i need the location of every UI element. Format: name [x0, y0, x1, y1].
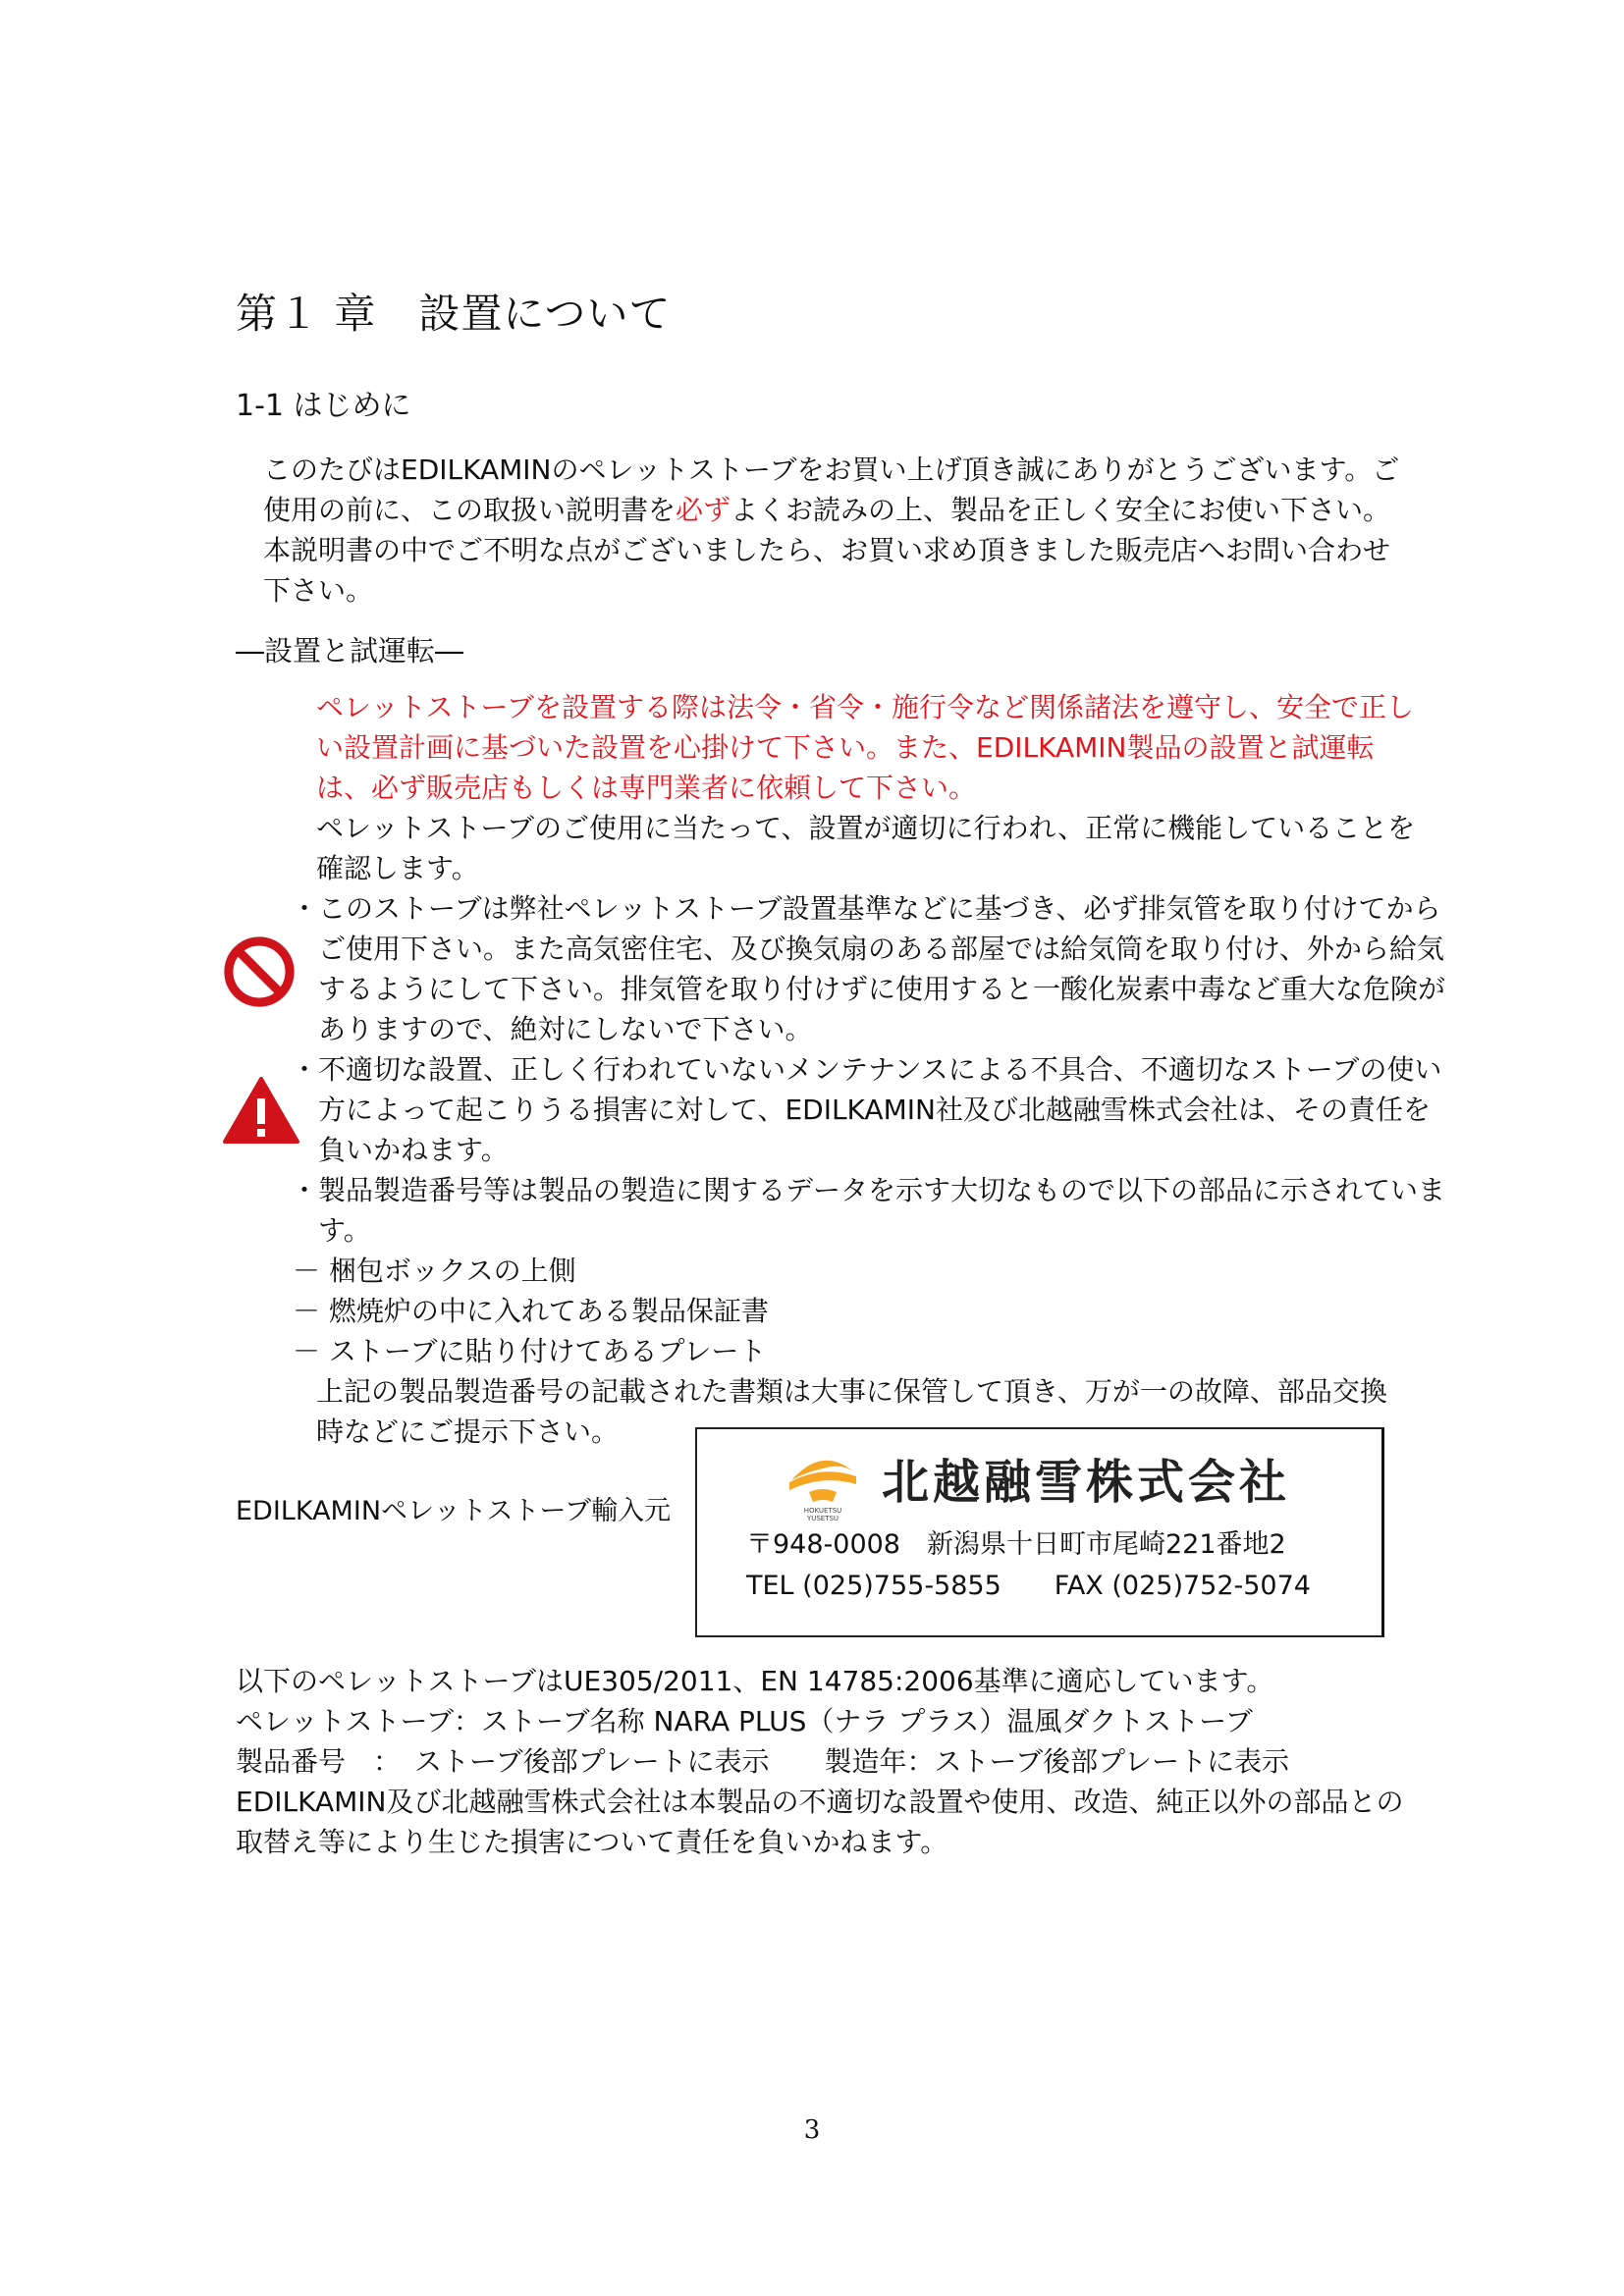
dash-item-plate: － ストーブに貼り付けてあるプレート: [293, 1335, 767, 1367]
disclaimer-paragraph: EDILKAMIN及び北越融雪株式会社は本製品の不適切な設置や使用、改造、純正以外の部品との取替え等により生じた損害について責任を負いかねます。: [236, 1786, 1404, 1858]
company-phone-fax: TEL (025)755-5855 FAX (025)752-5074: [746, 1571, 1311, 1601]
company-name: 北越融雪株式会社: [882, 1455, 1291, 1510]
chapter-title: 第１ 章 設置について: [236, 290, 672, 338]
intro-text-1: このたびはEDILKAMINのペレットストーブをお買い上げ頂き誠にありがとうございます。ご使用の前に、この取扱い説明書を: [263, 454, 1400, 526]
subheading: ―設置と試運転―: [236, 634, 464, 667]
serial-location-line: 製品番号 ： ストーブ後部プレートに表示 製造年：ストーブ後部プレートに表示: [236, 1745, 1289, 1778]
bullet-serial: ・製品製造番号等は製品の製造に関するデータを示す大切なもので以下の部品に示されています。: [291, 1174, 1446, 1247]
intro-emphasis: 必ず: [676, 494, 731, 526]
bullet-exhaust: ・このストーブは弊社ペレットストーブ設置基準などに基づき、必ず排気管を取り付けてからご使用下さい。また高気密住宅、及び換気扇のある部屋では給気筒を取り付け、外から給気するようにして下さい。排気管を取り付けずに使用すると一酸化炭素中毒など重大な危険がありますので、絶対にしないで下さい。: [291, 892, 1446, 1045]
compliance-line: 以下のペレットストーブはUE305/2011、EN 14785:2006基準に適応しています。: [236, 1665, 1274, 1697]
company-logo-icon: [784, 1451, 862, 1523]
stove-model-line: ペレットストーブ：ストーブ名称 NARA PLUS（ナラ プラス）温風ダクトストーブ: [236, 1705, 1253, 1737]
bullet-liability: ・不適切な設置、正しく行われていないメンテナンスによる不具合、不適切なストーブの使い方によって起こりうる損害に対して、EDILKAMIN社及び北越融雪株式会社は、その責任を負いかねます。: [291, 1053, 1442, 1166]
section-title: 1-1 はじめに: [236, 389, 411, 423]
company-address: 〒948-0008 新潟県十日町市尾崎221番地2: [746, 1529, 1286, 1560]
page-number: 3: [803, 2115, 821, 2145]
intro-paragraph: [263, 450, 1412, 611]
svg-text:HOKUETSU: HOKUETSU: [803, 1507, 842, 1515]
dash-item-warranty: － 燃焼炉の中に入れてある製品保証書: [293, 1295, 769, 1327]
prohibition-icon: [222, 934, 297, 1009]
confirm-text: ペレットストーブのご使用に当たって、設置が適切に行われ、正常に機能していることを確認します。: [316, 812, 1416, 884]
svg-text:YUSETSU: YUSETSU: [806, 1515, 839, 1522]
company-info-box: [695, 1427, 1384, 1637]
warning-red-text: ペレットストーブを設置する際は法令・省令・施行令など関係諸法を遵守し、安全で正しい設置計画に基づいた設置を心掛けて下さい。また、EDILKAMIN製品の設置と試運転は、必ず販売店もしくは専門業者に依頼して下さい。: [316, 691, 1415, 804]
intro-text-2: よくお読みの上、製品を正しく安全にお使い下さい。本説明書の中でご不明な点がございましたら、お買い求め頂きました販売店へお問い合わせ下さい。: [263, 494, 1391, 607]
keep-note: 上記の製品製造番号の記載された書類は大事に保管して頂き、万が一の故障、部品交換時などにご提示下さい。: [316, 1375, 1387, 1448]
warning-triangle-icon: [222, 1075, 300, 1146]
dash-item-box: － 梱包ボックスの上側: [293, 1255, 576, 1287]
importer-label: EDILKAMINペレットストーブ輸入元: [236, 1496, 672, 1526]
